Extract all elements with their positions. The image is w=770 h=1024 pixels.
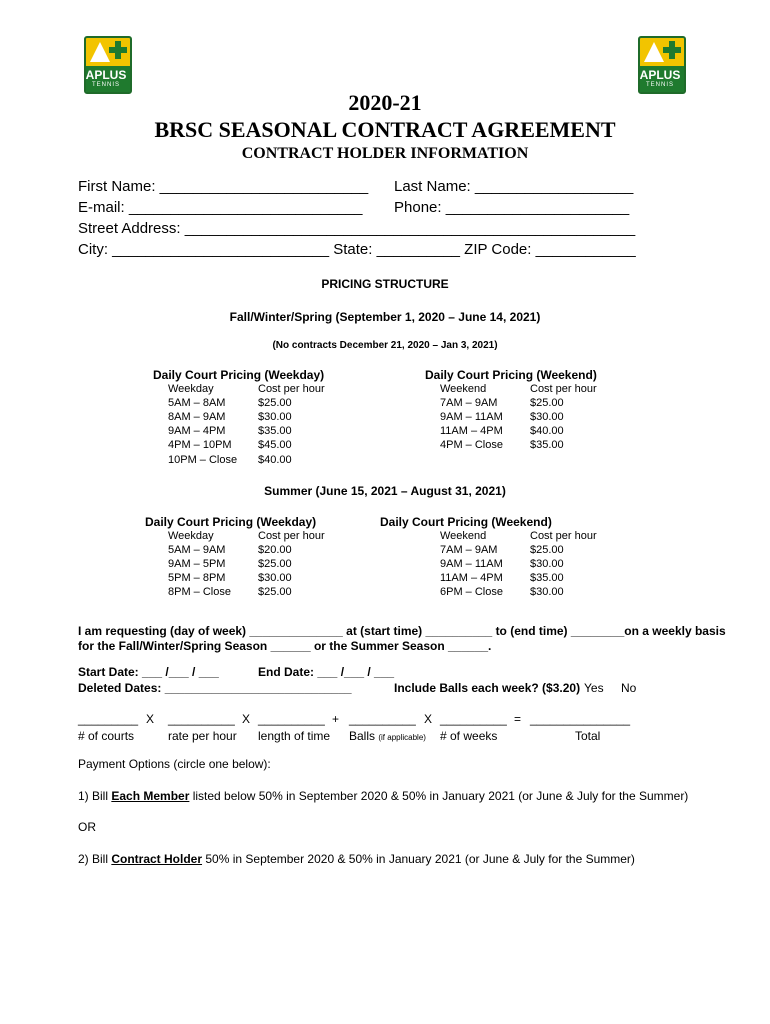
price-row-cost: $30.00 <box>530 558 564 570</box>
price-row-time: 11AM – 4PM <box>440 425 503 437</box>
fws-weekday-col-cost: Cost per hour <box>258 383 325 395</box>
price-row-time: 5AM – 9AM <box>168 544 226 556</box>
price-row-cost: $40.00 <box>258 454 292 466</box>
last-name-field[interactable]: Last Name: ___________________ <box>394 178 634 195</box>
courts-blank[interactable]: _________ <box>78 712 139 726</box>
price-row-cost: $30.00 <box>258 572 292 584</box>
payment-option-2-bold: Contract Holder <box>111 852 203 866</box>
logo-brand-text: APLUS <box>639 68 681 82</box>
price-row-cost: $35.00 <box>258 425 292 437</box>
equals-sign: = <box>514 712 522 726</box>
fws-weekend-col-time: Weekend <box>440 383 487 395</box>
balls-no-option[interactable]: No <box>621 681 637 695</box>
price-row-cost: $25.00 <box>258 397 292 409</box>
payment-option-1-bold: Each Member <box>111 789 190 803</box>
balls-yes-option[interactable]: Yes <box>584 681 604 695</box>
rate-blank[interactable]: __________ <box>168 712 235 726</box>
price-row-time: 10PM – Close <box>168 454 238 466</box>
multiply-sign: X <box>242 712 251 726</box>
summer-weekday-col-cost: Cost per hour <box>258 530 325 542</box>
price-row-time: 5AM – 8AM <box>168 397 226 409</box>
fws-weekend-col-cost: Cost per hour <box>530 383 597 395</box>
include-balls-label: Include Balls each week? ($3.20) <box>394 681 581 695</box>
end-date-field[interactable]: End Date: ___ /___ / ___ <box>258 665 395 679</box>
payment-option-1-prefix: 1) Bill <box>78 789 112 803</box>
logo-brand-text: APLUS <box>85 68 127 82</box>
price-row-time: 6PM – Close <box>440 586 503 598</box>
phone-field[interactable]: Phone: ______________________ <box>394 199 630 216</box>
plus-sign: + <box>332 712 340 726</box>
payment-option-2-suffix: 50% in September 2020 & 50% in January 2021 (or June & July for the Summer) <box>202 852 635 866</box>
price-row-cost: $20.00 <box>258 544 292 556</box>
summer-weekend-col-time: Weekend <box>440 530 487 542</box>
price-row-time: 9AM – 5PM <box>168 558 226 570</box>
price-row-time: 11AM – 4PM <box>440 572 503 584</box>
price-row-cost: $25.00 <box>258 558 292 570</box>
city-state-zip-field[interactable]: City: __________________________ State: __________ ZIP Code: ____________ <box>78 241 636 258</box>
aplus-tennis-logo-left <box>84 36 132 94</box>
fws-weekday-title: Daily Court Pricing (Weekday) <box>153 368 325 382</box>
logo-sub-text: TENNIS <box>91 82 120 88</box>
price-row-cost: $25.00 <box>258 586 292 598</box>
price-row-time: 8AM – 9AM <box>168 411 226 423</box>
price-row-cost: $25.00 <box>530 544 564 556</box>
document-year: 2020-21 <box>348 90 422 115</box>
summer-weekday-title: Daily Court Pricing (Weekday) <box>145 515 317 529</box>
fws-weekday-col-time: Weekday <box>168 383 214 395</box>
document-subtitle: CONTRACT HOLDER INFORMATION <box>241 145 529 162</box>
total-blank[interactable]: _______________ <box>530 712 631 726</box>
price-row-time: 5PM – 8PM <box>168 572 226 584</box>
payment-option-1-suffix: listed below 50% in September 2020 & 50% in January 2021 (or June & July for the Summer) <box>189 789 689 803</box>
price-row-cost: $40.00 <box>530 425 564 437</box>
weeks-blank[interactable]: __________ <box>440 712 507 726</box>
aplus-tennis-logo-right <box>638 36 686 94</box>
multiply-sign: X <box>146 712 155 726</box>
balls-note: (if applicable) <box>378 733 426 742</box>
summer-weekend-title: Daily Court Pricing (Weekend) <box>380 515 552 529</box>
price-row-cost: $30.00 <box>258 411 292 423</box>
price-row-cost: $35.00 <box>530 439 564 451</box>
document-title: BRSC SEASONAL CONTRACT AGREEMENT <box>154 117 616 142</box>
price-row-cost: $45.00 <box>258 439 292 451</box>
balls-label-text: Balls <box>349 729 376 743</box>
price-row-cost: $35.00 <box>530 572 564 584</box>
first-name-field[interactable]: First Name: _________________________ <box>78 178 369 195</box>
logo-sub-text: TENNIS <box>645 82 674 88</box>
payment-option-2-prefix: 2) Bill <box>78 852 112 866</box>
price-row-time: 9AM – 11AM <box>440 558 503 570</box>
price-row-time: 9AM – 11AM <box>440 411 503 423</box>
balls-label <box>349 729 426 743</box>
street-address-field[interactable]: Street Address: ______________________________________________________ <box>78 220 636 237</box>
balls-blank[interactable]: __________ <box>349 712 416 726</box>
deleted-dates-field[interactable]: Deleted Dates: ____________________________ <box>78 681 352 695</box>
payment-option-2[interactable] <box>78 852 635 866</box>
payment-or: OR <box>78 820 96 834</box>
summer-weekend-col-cost: Cost per hour <box>530 530 597 542</box>
season-fws-note: (No contracts December 21, 2020 – Jan 3, 2021) <box>272 340 498 351</box>
payment-option-1[interactable] <box>78 789 688 803</box>
request-line-2[interactable]: for the Fall/Winter/Spring Season ______ or the Summer Season ______. <box>78 639 492 653</box>
price-row-time: 8PM – Close <box>168 586 231 598</box>
price-row-time: 7AM – 9AM <box>440 544 498 556</box>
fws-weekend-title: Daily Court Pricing (Weekend) <box>425 368 597 382</box>
price-row-cost: $30.00 <box>530 411 564 423</box>
courts-label: # of courts <box>78 729 135 743</box>
total-label: Total <box>575 729 601 743</box>
rate-label: rate per hour <box>168 729 237 743</box>
season-fws-heading: Fall/Winter/Spring (September 1, 2020 – June 14, 2021) <box>229 310 541 324</box>
weeks-label: # of weeks <box>440 729 498 743</box>
price-row-time: 9AM – 4PM <box>168 425 226 437</box>
start-date-field[interactable]: Start Date: ___ /___ / ___ <box>78 665 219 679</box>
pricing-heading: PRICING STRUCTURE <box>321 277 449 291</box>
price-row-time: 7AM – 9AM <box>440 397 498 409</box>
length-label: length of time <box>258 729 331 743</box>
request-line-1[interactable]: I am requesting (day of week) ______________ at (start time) __________ to (end time) ________on a weekly basis <box>78 624 726 638</box>
price-row-time: 4PM – 10PM <box>168 439 232 451</box>
length-blank[interactable]: __________ <box>258 712 325 726</box>
summer-weekday-col-time: Weekday <box>168 530 214 542</box>
multiply-sign: X <box>424 712 433 726</box>
season-summer-heading: Summer (June 15, 2021 – August 31, 2021) <box>264 484 506 498</box>
price-row-cost: $25.00 <box>530 397 564 409</box>
email-field[interactable]: E-mail: ____________________________ <box>78 199 363 216</box>
price-row-time: 4PM – Close <box>440 439 503 451</box>
payment-heading: Payment Options (circle one below): <box>78 757 271 771</box>
price-row-cost: $30.00 <box>530 586 564 598</box>
